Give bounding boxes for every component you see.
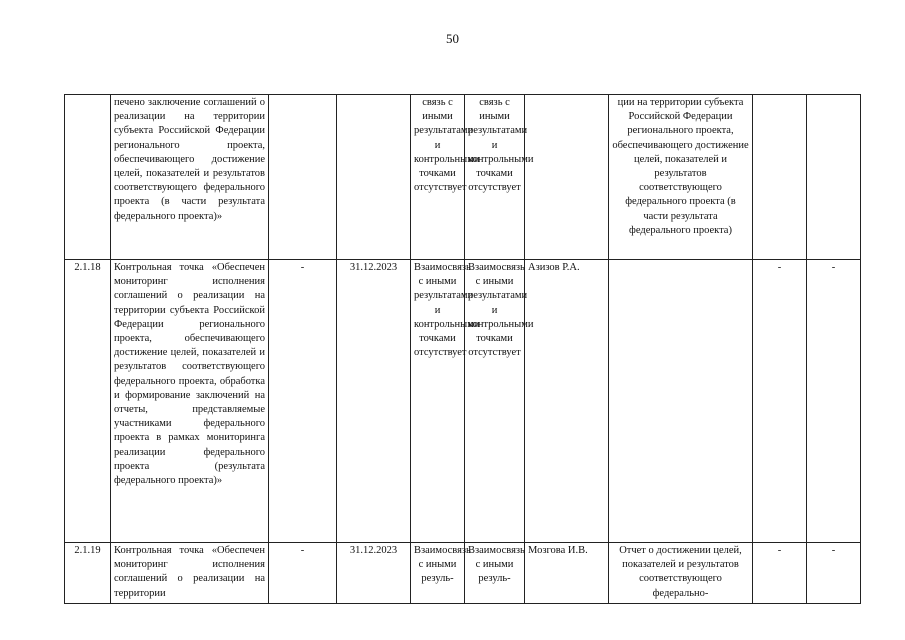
extra-column-1: - [753,260,807,543]
result-document [609,260,753,543]
extra-column-2: - [807,543,861,604]
result-document: Отчет о достижении целей, показателей и результатов соответствующего федерально- [609,543,753,604]
row-number: 2.1.19 [65,543,111,604]
start-date: - [269,260,337,543]
responsible-person: Азизов Р.А. [525,260,609,543]
predecessor-link: Взаимосвязь с иными резуль- [411,543,465,604]
end-date: 31.12.2023 [337,260,411,543]
extra-column-2: - [807,260,861,543]
extra-column-1 [753,95,807,260]
row-number: 2.1.18 [65,260,111,543]
end-date [337,95,411,260]
control-points-table [64,94,861,604]
page-number: 50 [446,31,459,46]
row-number [65,95,111,260]
predecessor-link: связь с иными результатами и контрольными точками отсутствует [411,95,465,260]
result-document: ции на территории субъекта Российской Федерации регионального проекта, обеспечивающего достижение целей, показателей и результатов соответствующего федерального проекта (в части результата федерального проекта) [609,95,753,260]
end-date: 31.12.2023 [337,543,411,604]
extra-column-2 [807,95,861,260]
responsible-person [525,95,609,260]
successor-link: Взаимосвязь с иными резуль- [465,543,525,604]
successor-link: Взаимосвязь с иными результатами и контрольными точками отсутствует [465,260,525,543]
control-point-name: печено заключение соглашений о реализации на территории субъекта Российской Федерации регионального проекта, обеспечивающего достижение целей, показателей и результатов соответствующего федерального проекта (в части результата федерального проекта)» [111,95,269,260]
table-row [65,95,861,260]
responsible-person: Мозгова И.В. [525,543,609,604]
table-row [65,543,861,604]
control-point-name: Контрольная точка «Обеспечен мониторинг исполнения соглашений о реализации на территории [111,543,269,604]
table-row [65,260,861,543]
predecessor-link: Взаимосвязь с иными результатами и контрольными точками отсутствует [411,260,465,543]
extra-column-1: - [753,543,807,604]
control-point-name: Контрольная точка «Обеспечен мониторинг исполнения соглашений о реализации на территории субъекта Российской Федерации регионального проекта, обеспечивающего достижение целей, показателей и результатов соответствующего федерального проекта, обработка и формирование заключений на отчеты, представляемые участниками федерального проекта в рамках мониторинга реализации федерального проекта (результата федерального проекта)» [111,260,269,543]
successor-link: связь с иными результатами и контрольными точками отсутствует [465,95,525,260]
start-date: - [269,543,337,604]
start-date [269,95,337,260]
